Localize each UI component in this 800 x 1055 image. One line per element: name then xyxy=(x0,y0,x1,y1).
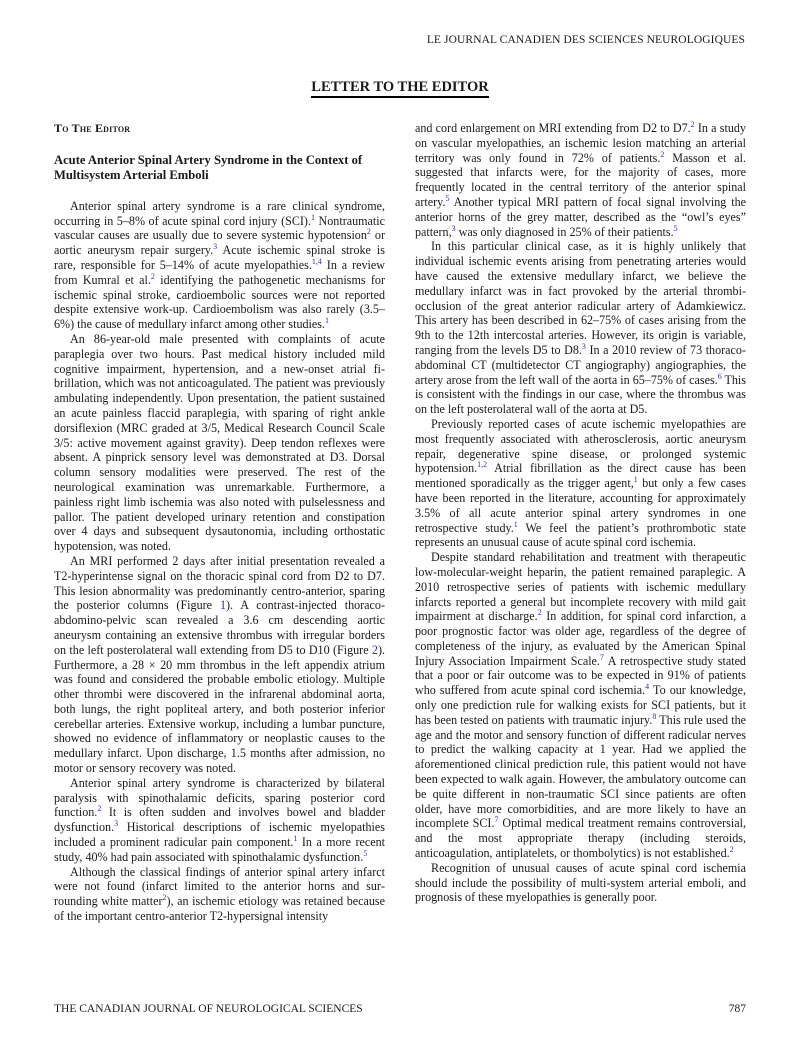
citation-reference[interactable]: 1 xyxy=(325,316,330,326)
citation-reference[interactable]: 3 xyxy=(451,223,456,233)
paragraph: Anterior spinal artery syndrome is characterized by bilateral paralysis with spinothalamic deficits, sparing posterior cord function.$^2$ It is often sudden and involves bowel and bladder dysfunction.$^3$ Historical descriptions of ischemic myelopathies included a prominent radicular pain component.$^1$ In a more recent study, 40% had pain associated with spinothalamic dysfunction.$^5$ xyxy=(54,775,385,864)
paragraph: Recognition of unusual causes of acute spinal cord ischemia should include the possibility of multi-system arterial emboli, and prognosis of these myelopathies is generally poor. xyxy=(415,860,746,905)
paragraph: Despite standard rehabilitation and treatment with therapeutic low-molecular-weight heparin, the patient remained paraplegic. A 2010 retrospective series of patients with ischemic medullary infarcts reported a general but incomplete recovery with mild gait impairment at discharge.$^2$ In addition, for spinal cord infarction, a poor prognostic factor was older age, regardless of the degree of completeness of the injury, as evaluated by the American Spinal Injury Association Impairment Scale.$^7$ A retrospective study stated that a poor or fair outcome was to be expected in 91% of patients who suffered from acute spinal cord ischemia.$^4$ To our knowledge, only one prediction rule for walking exists for SCI patients, but it has been tested on patients with traumatic injury.$^8$ This rule used the age and the motor and sensory function of different radicular nerves to predict the walking capacity at 1 year. Had we applied the aforementioned clinical prediction rule, this patient would not have been expected to walk again. However, the ambulatory outcome can be quite different in non-traumatic SCI since patients are often older, have more comorbidities, and are more likely to have an incomplete SCI.$^7$ Optimal medical treatment remains controversial, and the most appropriate therapy (including steroids, anticoagulation, antiplatelets, or thombolytics) is not established.$^2$ xyxy=(415,550,747,861)
citation-reference[interactable]: 2 xyxy=(660,149,665,159)
paragraph: Anterior spinal artery syndrome is a rare clinical syndrome, occurring in 5–8% of acute spinal cord injury (SCI).$^1$ Nontraumatic vascular causes are usually due to severe systemic hypotension$^2$ or aortic aneurysm repair surgery.$^3$ Acute ischemic spinal stroke is rare, responsible for 5–14% of acute myelopathies.$^{1,4}$ In a review from Kumral et al.$^2$ identifying the pathogenetic mechanisms for ischemic spinal stroke, cardioembolic sources were not reported despite extensive work-up. Cardioembolism was also rarely (3.5–6%) the cause of medullary infarct among other studies.$^1$ xyxy=(54,198,385,332)
citation-reference[interactable]: 5 xyxy=(363,848,368,858)
citation-reference[interactable]: 1 xyxy=(293,834,298,844)
footer-journal-name: THE CANADIAN JOURNAL OF NEUROLOGICAL SCIENCES xyxy=(54,1003,363,1015)
running-head: LE JOURNAL CANADIEN DES SCIENCES NEUROLOGIQUES xyxy=(426,34,745,46)
section-title xyxy=(0,78,800,96)
citation-reference[interactable]: 2 xyxy=(150,271,155,281)
paragraph: In this particular clinical case, as it is highly unlikely that individual ischemic events arising from penetrating arteries would have caused the extensive medullary infarct, we believe the medullary infarct was in fact provoked by the arterial thrombi-occlusion of the great anterior radicular artery of Adamkiewicz. This artery has been described in 62–75% of cases arising from the 9th to the 12th intercostal arteries. However, its origin is variable, ranging from the levels D5 to D8.$^3$ In a 2010 review of 73 thoraco-abdominal CT (multidetector CT angiography) angiographies, the artery arose from the left wall of the aorta in 65–75% of cases.$^6$ This is consistent with the findings in our case, where the thrombus was on the left posterolateral wall of the aorta at D5. xyxy=(415,239,747,417)
citation-reference[interactable]: 8 xyxy=(652,711,657,721)
citation-reference[interactable]: 3 xyxy=(114,819,119,829)
paragraph: An MRI performed 2 days after initial presentation revealed a T2-hyperintense signal on the thoracic spinal cord from D2 to D7. This lesion abnormality was predominantly centro-anterior, sparing the posterior columns (Figure 1). A contrast-injected thoraco-abdomino-pelvic scan revealed a 3.6 cm descending aortic aneurysm containing an extensive thrombus with irregular borders on the left posterolateral wall extending from D5 to D10 (Figure 2). Furthermore, a 28 × 20 mm thrombus in the left appendix atrium was found and considered the probable embolic etiology. Multiple other thrombi were discovered in the infrarenal abdominal aorta, both lungs, the right popliteal artery, and both posterior inferior cerebellar arteries. Extensive workup, including a lumbar puncture, showed no evidence of inflammatory or neoplastic causes to the medullary infarct. Upon discharge, 1.5 months after admission, no motor or sensory recovery was noted. xyxy=(54,553,385,776)
citation-reference[interactable]: 1 xyxy=(513,519,518,529)
section-title-text: LETTER TO THE EDITOR xyxy=(311,79,488,98)
citation-reference[interactable]: 1 xyxy=(633,475,638,485)
citation-reference[interactable]: 5 xyxy=(673,223,678,233)
citation-reference[interactable]: 7 xyxy=(599,652,604,662)
citation-reference[interactable]: 3 xyxy=(213,242,218,252)
citation-reference[interactable]: 1 xyxy=(310,212,315,222)
article-title: Acute Anterior Spinal Artery Syndrome in the Context of Multisystem Arterial Emboli xyxy=(54,152,363,182)
column-right xyxy=(415,121,746,905)
column-left xyxy=(54,121,385,924)
citation-reference[interactable]: 1,4 xyxy=(311,256,322,266)
citation-reference[interactable]: 2 xyxy=(366,227,371,237)
citation-reference[interactable]: 7 xyxy=(494,815,499,825)
paragraph: Although the classical findings of anterior spinal artery infarct were not found (infarct limited to the anterior horns and surrounding white matter$^2$), an ischemic etiology was retained because of the important centro-anterior T2-hypersignal intensity xyxy=(54,864,385,924)
citation-reference[interactable]: 1,2 xyxy=(477,460,488,470)
paragraph-continued: and cord enlargement on MRI extending from D2 to D7.$^2$ In a study on vascular myelopathies, an ischemic lesion matching an arterial territory was only found in 72% of patients.$^2$ Masson et al. suggested that infarcts were, for the majority of cases, more frequently located in the central territory of the anterior spinal artery.$^5$ Another typical MRI pattern of focal signal involving the anterior horns of the grey matter, described as the “owl’s eyes” pattern,$^3$ was only diagnosed in 25% of their patients.$^5$ xyxy=(415,120,746,239)
citation-reference[interactable]: 2 xyxy=(690,120,695,129)
paragraph: Previously reported cases of acute ischemic myelopathies are most frequently associated with atherosclerosis, aortic aneurysm repair, degenerative spine disease, or prolonged systemic hypotension.$^{1,2}$ Atrial fibrillation as the direct cause has been mentioned sporadically as the trigger agent,$^1$ but only a few cases have been reported in the literature, accounting for approximately 3.5% of all acute anterior spinal artery syndromes in one retrospective study.$^1$ We feel the patient’s prothrombotic state represents an unusual cause of acute spinal cord ischemia. xyxy=(415,416,746,550)
citation-reference[interactable]: 2 xyxy=(97,804,102,814)
citation-reference[interactable]: 2 xyxy=(729,845,734,855)
citation-reference[interactable]: 3 xyxy=(581,341,586,351)
citation-reference[interactable]: 2 xyxy=(537,608,542,618)
citation-reference[interactable]: 2 xyxy=(162,893,167,903)
salutation: To The Editor xyxy=(54,121,131,135)
citation-reference[interactable]: 5 xyxy=(445,193,450,203)
figure-link[interactable]: 1 xyxy=(219,598,226,613)
page-number: 787 xyxy=(728,1003,746,1015)
paragraph: An 86-year-old male presented with complaints of acute paraplegia over two hours. Past medical history included mild cognitive impairment, hypertension, and a new-onset atrial fibrillation, which was not anticoagulated. The patient was previously ambulating independently. Upon presentation, the patient sustained an acute painless flaccid paraplegia, with sparing of right ankle dorsiflexion (MRC graded at 3/5, Medical Research Council Scale 3/5: active movement against gravity). Deep tendon reflexes were absent. A pinprick sensory level was demonstrated at D3. Dorsal column sensory modalities were preserved. The rest of the neurological examination was unremarkable. Furthermore, a painless right limb ischemia was also noted with pulselessness and pallor. The patient developed urinary retention and constipation over 4 days and subsequent dysautonomia, including orthostatic hypotension, was noted. xyxy=(54,331,385,554)
figure-link[interactable]: 2 xyxy=(371,642,378,657)
citation-reference[interactable]: 6 xyxy=(717,371,722,381)
citation-reference[interactable]: 4 xyxy=(645,682,650,692)
